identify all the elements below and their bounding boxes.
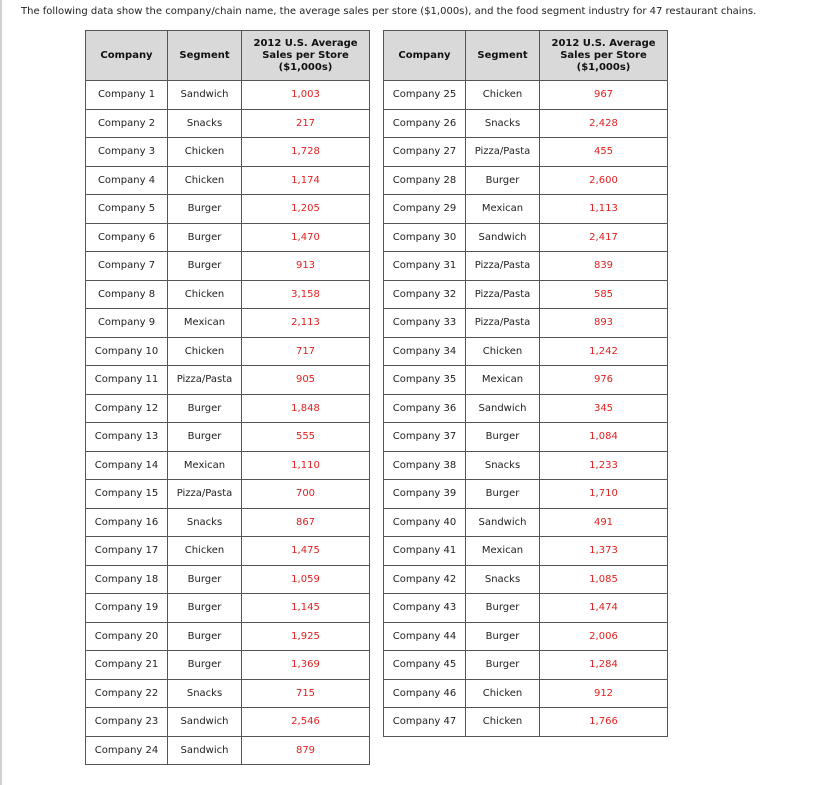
segment-cell: Pizza/Pasta [168, 366, 242, 395]
sales-value-cell: 1,174 [242, 166, 370, 195]
segment-cell: Mexican [466, 537, 540, 566]
restaurant-table-right [383, 30, 668, 737]
table-row [384, 480, 668, 509]
company-cell: Company 7 [86, 252, 168, 281]
sales-value-cell: 717 [242, 337, 370, 366]
table-row [384, 223, 668, 252]
table-row [86, 594, 370, 623]
company-cell: Company 18 [86, 565, 168, 594]
sales-value-cell: 1,369 [242, 651, 370, 680]
sales-value-cell: 2,113 [242, 309, 370, 338]
company-cell: Company 13 [86, 423, 168, 452]
segment-cell: Burger [168, 622, 242, 651]
sales-value-cell: 555 [242, 423, 370, 452]
sales-value-cell: 1,470 [242, 223, 370, 252]
table-row [86, 252, 370, 281]
restaurant-table-left [85, 30, 370, 765]
sales-value-cell: 1,373 [540, 537, 668, 566]
sales-value-cell: 1,848 [242, 394, 370, 423]
segment-cell: Pizza/Pasta [466, 138, 540, 167]
table-row [86, 195, 370, 224]
sales-value-cell: 217 [242, 109, 370, 138]
table-row [384, 252, 668, 281]
company-cell: Company 36 [384, 394, 466, 423]
sales-value-cell: 1,710 [540, 480, 668, 509]
segment-cell: Sandwich [168, 708, 242, 737]
table-row [86, 565, 370, 594]
sales-value-cell: 967 [540, 81, 668, 110]
company-cell: Company 4 [86, 166, 168, 195]
sales-header-line2: Sales per Store [262, 49, 349, 61]
segment-cell: Burger [466, 622, 540, 651]
segment-cell: Sandwich [466, 508, 540, 537]
company-cell: Company 27 [384, 138, 466, 167]
company-cell: Company 46 [384, 679, 466, 708]
table-row [384, 622, 668, 651]
segment-cell: Sandwich [466, 394, 540, 423]
table-row [384, 565, 668, 594]
sales-value-cell: 1,084 [540, 423, 668, 452]
sales-value-cell: 1,003 [242, 81, 370, 110]
sales-value-cell: 585 [540, 280, 668, 309]
company-cell: Company 9 [86, 309, 168, 338]
table-row [86, 423, 370, 452]
segment-cell: Snacks [466, 451, 540, 480]
sales-value-cell: 700 [242, 480, 370, 509]
company-cell: Company 16 [86, 508, 168, 537]
table-row [384, 81, 668, 110]
company-column-header: Company [86, 31, 168, 81]
segment-cell: Burger [168, 394, 242, 423]
table-row [384, 309, 668, 338]
table-row [86, 138, 370, 167]
sales-value-cell: 1,284 [540, 651, 668, 680]
segment-cell: Chicken [466, 679, 540, 708]
table-row [86, 366, 370, 395]
segment-cell: Pizza/Pasta [466, 309, 540, 338]
segment-cell: Snacks [466, 565, 540, 594]
table-row [384, 679, 668, 708]
sales-value-cell: 2,417 [540, 223, 668, 252]
table-row [86, 309, 370, 338]
table-row [86, 109, 370, 138]
company-cell: Company 25 [384, 81, 466, 110]
sales-value-cell: 2,006 [540, 622, 668, 651]
company-cell: Company 44 [384, 622, 466, 651]
table-row [86, 537, 370, 566]
company-cell: Company 24 [86, 736, 168, 765]
company-cell: Company 3 [86, 138, 168, 167]
sales-header-line3: ($1,000s) [576, 61, 631, 73]
table-row [384, 651, 668, 680]
segment-column-header: Segment [168, 31, 242, 81]
segment-cell: Burger [466, 594, 540, 623]
sales-value-cell: 1,113 [540, 195, 668, 224]
table-row [384, 508, 668, 537]
company-cell: Company 45 [384, 651, 466, 680]
company-cell: Company 40 [384, 508, 466, 537]
page-left-border [0, 0, 2, 785]
sales-value-cell: 455 [540, 138, 668, 167]
segment-cell: Chicken [466, 708, 540, 737]
company-cell: Company 31 [384, 252, 466, 281]
sales-value-cell: 893 [540, 309, 668, 338]
sales-value-cell: 2,600 [540, 166, 668, 195]
table-row [86, 622, 370, 651]
company-cell: Company 1 [86, 81, 168, 110]
company-cell: Company 8 [86, 280, 168, 309]
segment-cell: Burger [466, 480, 540, 509]
segment-cell: Pizza/Pasta [168, 480, 242, 509]
table-row [384, 280, 668, 309]
segment-cell: Snacks [466, 109, 540, 138]
segment-cell: Chicken [168, 138, 242, 167]
table-row [86, 280, 370, 309]
segment-cell: Burger [168, 223, 242, 252]
table-header-row [384, 31, 668, 81]
segment-cell: Pizza/Pasta [466, 252, 540, 281]
sales-header-line1: 2012 U.S. Average [551, 37, 656, 49]
table-row [86, 679, 370, 708]
segment-cell: Snacks [168, 679, 242, 708]
sales-value-cell: 2,428 [540, 109, 668, 138]
table-row [384, 138, 668, 167]
segment-cell: Burger [168, 423, 242, 452]
segment-cell: Mexican [168, 309, 242, 338]
segment-cell: Sandwich [466, 223, 540, 252]
table-row [384, 195, 668, 224]
sales-value-cell: 715 [242, 679, 370, 708]
segment-cell: Pizza/Pasta [466, 280, 540, 309]
table-row [384, 394, 668, 423]
segment-cell: Chicken [168, 280, 242, 309]
sales-value-cell: 2,546 [242, 708, 370, 737]
company-cell: Company 15 [86, 480, 168, 509]
segment-cell: Snacks [168, 508, 242, 537]
company-column-header: Company [384, 31, 466, 81]
company-cell: Company 35 [384, 366, 466, 395]
sales-value-cell: 1,242 [540, 337, 668, 366]
sales-column-header [242, 31, 370, 81]
table-row [384, 366, 668, 395]
left-table-body [86, 81, 370, 765]
table-row [384, 708, 668, 737]
sales-value-cell: 345 [540, 394, 668, 423]
segment-cell: Mexican [168, 451, 242, 480]
segment-cell: Chicken [168, 337, 242, 366]
sales-value-cell: 3,158 [242, 280, 370, 309]
sales-value-cell: 1,474 [540, 594, 668, 623]
segment-cell: Chicken [168, 537, 242, 566]
company-cell: Company 11 [86, 366, 168, 395]
segment-cell: Sandwich [168, 81, 242, 110]
company-cell: Company 28 [384, 166, 466, 195]
company-cell: Company 23 [86, 708, 168, 737]
company-cell: Company 30 [384, 223, 466, 252]
table-row [384, 451, 668, 480]
table-row [384, 166, 668, 195]
sales-value-cell: 913 [242, 252, 370, 281]
segment-cell: Burger [168, 594, 242, 623]
table-row [384, 423, 668, 452]
company-cell: Company 37 [384, 423, 466, 452]
segment-cell: Burger [466, 423, 540, 452]
sales-value-cell: 1,059 [242, 565, 370, 594]
table-row [86, 736, 370, 765]
segment-cell: Chicken [466, 81, 540, 110]
sales-value-cell: 1,145 [242, 594, 370, 623]
sales-value-cell: 976 [540, 366, 668, 395]
company-cell: Company 10 [86, 337, 168, 366]
sales-value-cell: 912 [540, 679, 668, 708]
right-table-body [384, 81, 668, 737]
company-cell: Company 21 [86, 651, 168, 680]
sales-value-cell: 839 [540, 252, 668, 281]
table-row [384, 594, 668, 623]
company-cell: Company 47 [384, 708, 466, 737]
company-cell: Company 34 [384, 337, 466, 366]
sales-header-line3: ($1,000s) [278, 61, 333, 73]
table-row [86, 394, 370, 423]
company-cell: Company 43 [384, 594, 466, 623]
sales-value-cell: 1,085 [540, 565, 668, 594]
company-cell: Company 22 [86, 679, 168, 708]
company-cell: Company 32 [384, 280, 466, 309]
table-row [86, 651, 370, 680]
table-row [384, 337, 668, 366]
company-cell: Company 14 [86, 451, 168, 480]
company-cell: Company 41 [384, 537, 466, 566]
table-row [384, 537, 668, 566]
table-row [86, 451, 370, 480]
table-row [86, 337, 370, 366]
segment-cell: Sandwich [168, 736, 242, 765]
segment-cell: Mexican [466, 195, 540, 224]
company-cell: Company 26 [384, 109, 466, 138]
sales-header-line2: Sales per Store [560, 49, 647, 61]
table-row [86, 508, 370, 537]
sales-value-cell: 867 [242, 508, 370, 537]
company-cell: Company 6 [86, 223, 168, 252]
segment-cell: Burger [168, 195, 242, 224]
sales-value-cell: 1,233 [540, 451, 668, 480]
segment-cell: Burger [466, 651, 540, 680]
company-cell: Company 2 [86, 109, 168, 138]
sales-header-line1: 2012 U.S. Average [253, 37, 358, 49]
table-row [86, 708, 370, 737]
company-cell: Company 20 [86, 622, 168, 651]
table-row [86, 166, 370, 195]
company-cell: Company 17 [86, 537, 168, 566]
table-row [86, 223, 370, 252]
segment-cell: Burger [466, 166, 540, 195]
segment-cell: Mexican [466, 366, 540, 395]
intro-text: The following data show the company/chain name, the average sales per store ($1,000s), and the food segment industry for 47 restaurant chains. [21, 6, 757, 17]
sales-value-cell: 1,766 [540, 708, 668, 737]
segment-cell: Burger [168, 651, 242, 680]
table-row [86, 480, 370, 509]
sales-value-cell: 1,110 [242, 451, 370, 480]
sales-column-header [540, 31, 668, 81]
company-cell: Company 29 [384, 195, 466, 224]
segment-cell: Snacks [168, 109, 242, 138]
segment-cell: Chicken [466, 337, 540, 366]
sales-value-cell: 1,475 [242, 537, 370, 566]
company-cell: Company 5 [86, 195, 168, 224]
segment-cell: Burger [168, 565, 242, 594]
company-cell: Company 42 [384, 565, 466, 594]
company-cell: Company 12 [86, 394, 168, 423]
company-cell: Company 33 [384, 309, 466, 338]
table-row [86, 81, 370, 110]
sales-value-cell: 491 [540, 508, 668, 537]
company-cell: Company 39 [384, 480, 466, 509]
sales-value-cell: 879 [242, 736, 370, 765]
table-row [384, 109, 668, 138]
segment-column-header: Segment [466, 31, 540, 81]
sales-value-cell: 905 [242, 366, 370, 395]
company-cell: Company 19 [86, 594, 168, 623]
sales-value-cell: 1,925 [242, 622, 370, 651]
company-cell: Company 38 [384, 451, 466, 480]
segment-cell: Chicken [168, 166, 242, 195]
segment-cell: Burger [168, 252, 242, 281]
sales-value-cell: 1,728 [242, 138, 370, 167]
table-header-row [86, 31, 370, 81]
sales-value-cell: 1,205 [242, 195, 370, 224]
